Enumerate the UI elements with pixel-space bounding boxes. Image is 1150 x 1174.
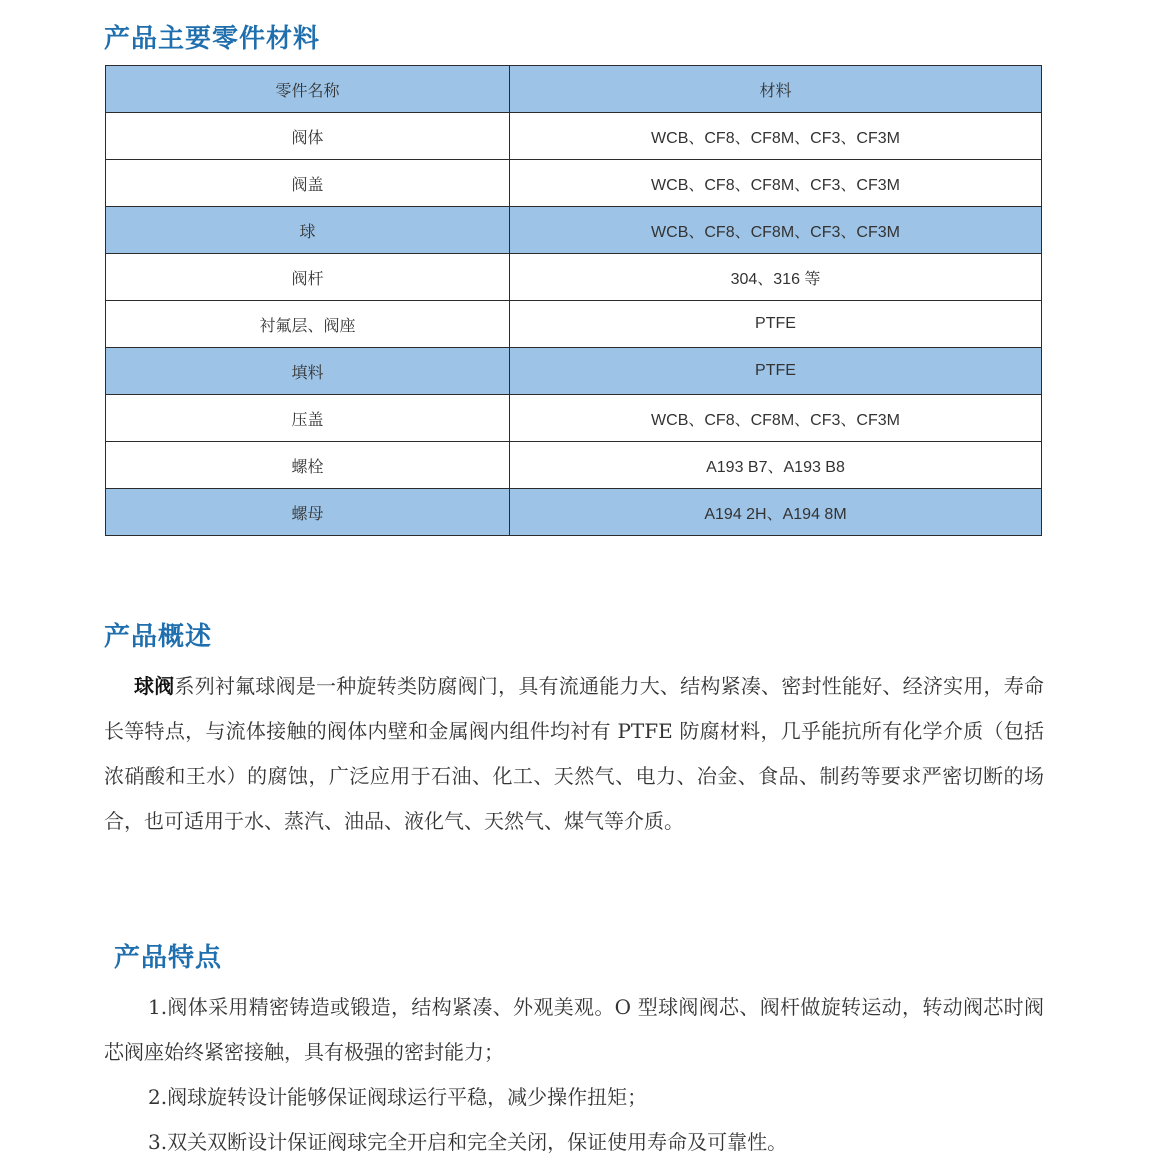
material-cell: A194 2H、A194 8M: [510, 489, 1042, 536]
material-cell: WCB、CF8、CF8M、CF3、CF3M: [510, 395, 1042, 442]
table-header-row: [106, 66, 1042, 113]
part-name-cell: 螺母: [106, 489, 510, 536]
table-row: [106, 348, 1042, 395]
material-cell: WCB、CF8、CF8M、CF3、CF3M: [510, 113, 1042, 160]
table-row: [106, 442, 1042, 489]
material-cell: 304、316 等: [510, 254, 1042, 301]
feature-item: 3.双关双断设计保证阀球完全开启和完全关闭，保证使用寿命及可靠性。: [148, 1130, 788, 1154]
materials-section-title: 产品主要零件材料: [104, 24, 321, 54]
part-name-cell: 阀体: [106, 113, 510, 160]
part-name-cell: 压盖: [106, 395, 510, 442]
part-name-cell: 阀杆: [106, 254, 510, 301]
part-name-cell: 衬氟层、阀座: [106, 301, 510, 348]
table-row: [106, 160, 1042, 207]
table-row: [106, 301, 1042, 348]
header-material: 材料: [510, 66, 1042, 113]
feature-item: 2.阀球旋转设计能够保证阀球运行平稳，减少操作扭矩；: [148, 1085, 648, 1109]
table-row: [106, 254, 1042, 301]
overview-body-text: 系列衬氟球阀是一种旋转类防腐阀门，具有流通能力大、结构紧凑、密封性能好、经济实用，寿命长等特点，与流体接触的阀体内壁和金属阀内组件均衬有 PTFE 防腐材料，几乎能抗所有化学介质（包括浓硝酸和王水）的腐蚀，广泛应用于石油、化工、天然气、电力、冶金、食品、制药等要求严密切断的场合，也可适用于水、蒸汽、油品、液化气、天然气、煤气等介质。: [104, 674, 1045, 833]
overview-section-title: 产品概述: [104, 622, 213, 652]
material-cell: WCB、CF8、CF8M、CF3、CF3M: [510, 160, 1042, 207]
brand-name: 球阀: [134, 674, 175, 698]
overview-paragraph: [104, 664, 1044, 844]
table-row: [106, 395, 1042, 442]
material-cell: PTFE: [510, 348, 1042, 395]
table-row: [106, 489, 1042, 536]
feature-item: 1.阀体采用精密铸造或锻造，结构紧凑、外观美观。O 型球阀阀芯、阀杆做旋转运动，转动阀芯时阀芯阀座始终紧密接触，具有极强的密封能力；: [104, 995, 1044, 1064]
material-cell: WCB、CF8、CF8M、CF3、CF3M: [510, 207, 1042, 254]
part-name-cell: 螺栓: [106, 442, 510, 489]
features-section-title: 产品特点: [114, 943, 223, 973]
table-row: [106, 207, 1042, 254]
material-cell: A193 B7、A193 B8: [510, 442, 1042, 489]
materials-table: [105, 65, 1042, 536]
part-name-cell: 阀盖: [106, 160, 510, 207]
material-cell: PTFE: [510, 301, 1042, 348]
part-name-cell: 填料: [106, 348, 510, 395]
part-name-cell: 球: [106, 207, 510, 254]
header-part-name: 零件名称: [106, 66, 510, 113]
table-row: [106, 113, 1042, 160]
